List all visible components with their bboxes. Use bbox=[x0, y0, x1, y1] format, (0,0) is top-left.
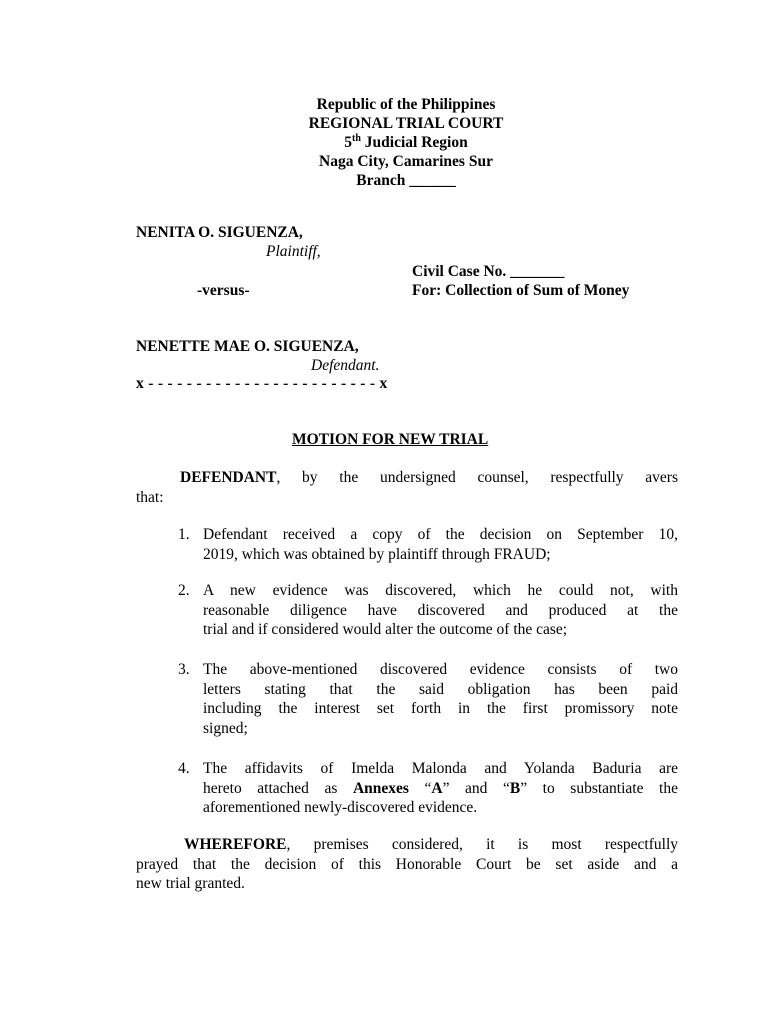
item4-line2-c: “ bbox=[408, 779, 432, 797]
list-item-text bbox=[203, 525, 678, 564]
item4-line2-g: ” to substantiate the bbox=[520, 779, 678, 797]
item2-line1: A new evidence was discovered, which he could not, with bbox=[203, 582, 678, 599]
item3-line3: including the interest set forth in the first promissory note bbox=[203, 700, 678, 717]
intro-line-2: that: bbox=[136, 488, 164, 506]
header-region-rest: Judicial Region bbox=[360, 134, 468, 151]
header-court: REGIONAL TRIAL COURT bbox=[308, 115, 504, 132]
wherefore-line1-rest: , premises considered, it is most respectfully bbox=[286, 836, 678, 853]
item2-line3: trial and if considered would alter the outcome of the case; bbox=[203, 621, 568, 638]
item2-line2: reasonable diligence have discovered and produced at the bbox=[203, 601, 678, 619]
list-item-number: 4. bbox=[178, 760, 190, 777]
header-city: Naga City, Camarines Sur bbox=[319, 153, 493, 170]
defendant-name: NENETTE MAE O. SIGUENZA, bbox=[136, 338, 359, 355]
item4-line2 bbox=[203, 779, 678, 799]
list-item-text bbox=[203, 581, 678, 640]
list-item-number: 2. bbox=[178, 582, 190, 599]
intro-paragraph bbox=[136, 468, 678, 507]
civil-case-no: Civil Case No. _______ bbox=[412, 263, 565, 280]
wherefore-line-2: prayed that the decision of this Honorable Court be set aside and a bbox=[136, 855, 678, 873]
motion-title: MOTION FOR NEW TRIAL bbox=[292, 431, 489, 448]
item4-line2-e: ” and “ bbox=[442, 779, 510, 797]
item3-line1: The above-mentioned discovered evidence consists of two bbox=[203, 661, 678, 678]
intro-line1-rest: , by the undersigned counsel, respectfully avers bbox=[276, 469, 678, 486]
header-republic: Republic of the Philippines bbox=[316, 96, 496, 113]
wherefore-bold: WHEREFORE bbox=[184, 836, 287, 853]
annex-b-label: B bbox=[509, 779, 521, 797]
intro-bold: DEFENDANT bbox=[180, 469, 277, 486]
versus-label: -versus- bbox=[197, 282, 250, 299]
case-nature: For: Collection of Sum of Money bbox=[412, 282, 630, 299]
list-item-text bbox=[203, 759, 678, 818]
court-header bbox=[0, 95, 768, 190]
item1-line2: 2019, which was obtained by plaintiff through FRAUD; bbox=[203, 545, 551, 563]
item4-line2-a: hereto attached as bbox=[203, 779, 353, 797]
list-item-number: 3. bbox=[178, 661, 190, 678]
header-region-num: 5 bbox=[344, 134, 353, 151]
annexes-label: Annexes bbox=[352, 779, 409, 797]
item3-line4: signed; bbox=[203, 719, 248, 737]
plaintiff-role: Plaintiff, bbox=[266, 243, 321, 260]
header-region bbox=[0, 133, 768, 152]
header-region-sup: th bbox=[352, 132, 361, 144]
item1-line1: Defendant received a copy of the decision on September 10, bbox=[203, 526, 678, 543]
header-branch: Branch ______ bbox=[356, 172, 456, 189]
wherefore-line-3: new trial granted. bbox=[136, 875, 245, 892]
intro-line-1 bbox=[136, 468, 678, 488]
wherefore-line-1 bbox=[136, 835, 678, 855]
plaintiff-name: NENITA O. SIGUENZA, bbox=[136, 224, 303, 241]
item4-line3: aforementioned newly-discovered evidence. bbox=[203, 799, 478, 816]
item4-line1: The affidavits of Imelda Malonda and Yolanda Baduria are bbox=[203, 760, 678, 777]
defendant-role: Defendant. bbox=[311, 357, 380, 374]
item3-line2: letters stating that the said obligation has been paid bbox=[203, 680, 678, 698]
list-item-text bbox=[203, 660, 678, 738]
annex-a-label: A bbox=[431, 779, 443, 797]
wherefore-paragraph bbox=[136, 835, 678, 894]
caption-divider: x - - - - - - - - - - - - - - - - - - - - - - - - x bbox=[136, 375, 388, 392]
list-item-number: 1. bbox=[178, 526, 190, 543]
